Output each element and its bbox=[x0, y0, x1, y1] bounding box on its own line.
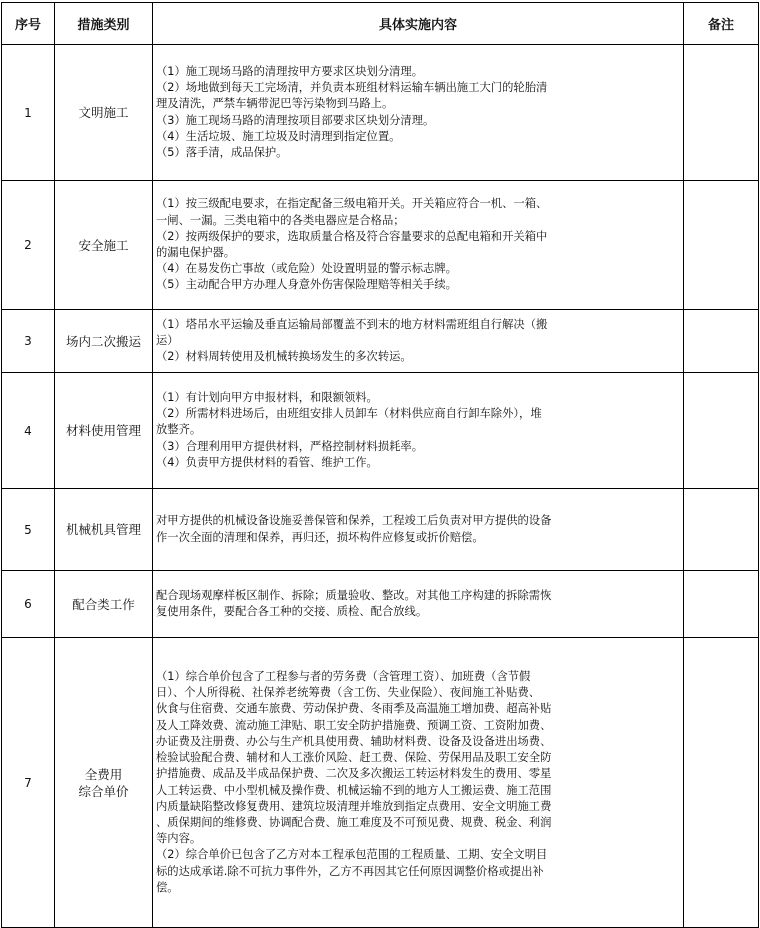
content-line: （2）场地做到每天工完场清，并负责本班组材料运输车辆出施工大门的轮胎清 bbox=[156, 81, 548, 95]
content-line: （2）综合单价已包含了乙方对本工程承包范围的工程质量、工期、安全文明目 bbox=[156, 848, 548, 862]
table-row bbox=[2, 489, 759, 571]
measures-table bbox=[1, 2, 759, 928]
measure-content bbox=[153, 373, 684, 489]
measure-category bbox=[55, 638, 153, 928]
category-line: 全费用 bbox=[84, 766, 123, 782]
row-note bbox=[684, 638, 759, 928]
content-line: 对甲方提供的机械设备设施妥善保管和保养，工程竣工后负责对甲方提供的设备 bbox=[156, 514, 552, 528]
header-row bbox=[2, 3, 759, 45]
content-line: 配合现场观摩样板区制作、拆除；质量验收、整改。对其他工序构建的拆除需恢 bbox=[156, 588, 552, 602]
content-line: （2）所需材料进场后，由班组安排人员卸车（材料供应商自行卸车除外），堆 bbox=[156, 407, 542, 421]
content-line: 伙食与住宿费、交通车旅费、劳动保护费、冬雨季及高温施工增加费、超高补贴 bbox=[156, 702, 552, 716]
table-row bbox=[2, 571, 759, 638]
category-line: 场内二次搬运 bbox=[65, 333, 141, 349]
content-line: 及人工降效费、流动施工津贴、职工安全防护措施费、预调工资、工资附加费、 bbox=[156, 718, 552, 732]
content-line: 、质保期间的维修费、协调配合费、施工难度及不可预见费、规费、税金、利润 bbox=[156, 815, 552, 829]
measure-category bbox=[55, 45, 153, 181]
content-line: （1）有计划向甲方申报材料，和限额领料。 bbox=[156, 390, 378, 404]
content-line: （1）施工现场马路的清理按甲方要求区块划分清理。 bbox=[156, 64, 424, 78]
content-line: 理及清洗，严禁车辆带泥巴等污染物到马路上。 bbox=[156, 97, 394, 111]
content-line: 运） bbox=[156, 333, 179, 347]
row-number: 1 bbox=[2, 45, 55, 181]
content-line: 作一次全面的清理和保养，再归还，损坏构件应修复或折价赔偿。 bbox=[156, 530, 484, 544]
content-line: （4）生活垃圾、施工垃圾及时清理到指定位置。 bbox=[156, 129, 401, 143]
table-row bbox=[2, 45, 759, 181]
measure-content bbox=[153, 638, 684, 928]
measure-category bbox=[55, 571, 153, 638]
content-line: 的漏电保护器。 bbox=[156, 246, 236, 259]
measure-category bbox=[55, 489, 153, 571]
measure-content bbox=[153, 489, 684, 571]
content-line: （1）按三级配电要求，在指定配备三级电箱开关。开关箱应符合一机、一箱、 bbox=[156, 197, 548, 211]
row-number: 7 bbox=[2, 638, 55, 928]
measure-content bbox=[153, 571, 684, 638]
category-line: 配合类工作 bbox=[72, 596, 135, 612]
content-line: 内质量缺陷整改修复费用、建筑垃圾清理并堆放到指定点费用、安全文明施工费 bbox=[156, 799, 552, 813]
content-line: （5）落手清，成品保护。 bbox=[156, 145, 288, 159]
content-line: （2）按两级保护的要求，选取质量合格及符合容量要求的总配电箱和开关箱中 bbox=[156, 229, 548, 243]
content-line: （3）合理利用甲方提供材料，严格控制材料损耗率。 bbox=[156, 439, 424, 453]
row-number: 6 bbox=[2, 571, 55, 638]
measure-category bbox=[55, 310, 153, 373]
content-line: 检验试验配合费、辅材和人工涨价风险、赶工费、保险、劳保用品及职工安全防 bbox=[156, 751, 552, 765]
content-line: （5）主动配合甲方办理人身意外伤害保险理赔等相关手续。 bbox=[156, 278, 457, 292]
measure-category bbox=[55, 373, 153, 489]
content-line: （2）材料周转使用及机械转换场发生的多次转运。 bbox=[156, 350, 412, 364]
content-line: （3）施工现场马路的清理按项目部要求区块划分清理。 bbox=[156, 113, 435, 127]
content-line: （4）负责甲方提供材料的看管、维护工作。 bbox=[156, 455, 378, 469]
content-line: 标的达成承诺.除不可抗力事件外，乙方不再因其它任何原因调整价格或提出补 bbox=[156, 864, 544, 878]
row-note bbox=[684, 310, 759, 373]
content-line: 一闸、一漏。三类电箱中的各类电器应是合格品； bbox=[156, 213, 405, 227]
category-line: 机械机具管理 bbox=[65, 522, 141, 537]
row-number: 4 bbox=[2, 373, 55, 489]
content-line: （1）塔吊水平运输及垂直运输局部覆盖不到末的地方材料需班组自行解决（搬 bbox=[156, 317, 548, 331]
content-line: 办证费及注册费、办公与生产机具使用费、辅助材料费、设备及设备进出场费、 bbox=[156, 734, 552, 748]
row-note bbox=[684, 181, 759, 310]
table-row bbox=[2, 181, 759, 310]
table-row bbox=[2, 310, 759, 373]
content-line: （4）在易发伤亡事故（或危险）处设置明显的警示标志牌。 bbox=[156, 262, 457, 276]
measure-category bbox=[55, 181, 153, 310]
content-line: 复使用条件，要配合各工种的交接、质检、配合放线。 bbox=[156, 605, 428, 618]
header-note: 备注 bbox=[684, 3, 759, 45]
content-line: （1）综合单价包含了工程参与者的劳务费（含管理工资）、加班费（含节假 bbox=[156, 670, 531, 684]
measure-content bbox=[153, 310, 684, 373]
row-number: 3 bbox=[2, 310, 55, 373]
content-line: 人工转运费、中小型机械及操作费、机械运输不到的地方人工搬运费、施工范围 bbox=[156, 783, 552, 797]
content-line: 放整齐。 bbox=[156, 423, 202, 437]
category-line: 综合单价 bbox=[78, 783, 129, 799]
measure-content bbox=[153, 45, 684, 181]
row-note bbox=[684, 45, 759, 181]
table-body bbox=[2, 45, 759, 928]
category-line: 安全施工 bbox=[78, 237, 129, 253]
header-no: 序号 bbox=[2, 3, 55, 45]
row-note bbox=[684, 571, 759, 638]
table-row bbox=[2, 638, 759, 928]
row-note bbox=[684, 489, 759, 571]
row-number: 5 bbox=[2, 489, 55, 571]
category-line: 文明施工 bbox=[78, 105, 129, 120]
measure-content bbox=[153, 181, 684, 310]
content-line: 护措施费、成品及半成品保护费、二次及多次搬运工转运材料发生的费用、零星 bbox=[156, 767, 552, 781]
header-content: 具体实施内容 bbox=[153, 3, 684, 45]
row-note bbox=[684, 373, 759, 489]
content-line: 等内容。 bbox=[156, 832, 202, 846]
table-row bbox=[2, 373, 759, 489]
row-number: 2 bbox=[2, 181, 55, 310]
category-line: 材料使用管理 bbox=[65, 423, 141, 438]
content-line: 日）、个人所得税、社保养老统筹费（含工伤、失业保险）、夜间施工补贴费、 bbox=[156, 686, 541, 700]
header-category: 措施类别 bbox=[55, 3, 153, 45]
content-line: 偿。 bbox=[156, 880, 179, 894]
